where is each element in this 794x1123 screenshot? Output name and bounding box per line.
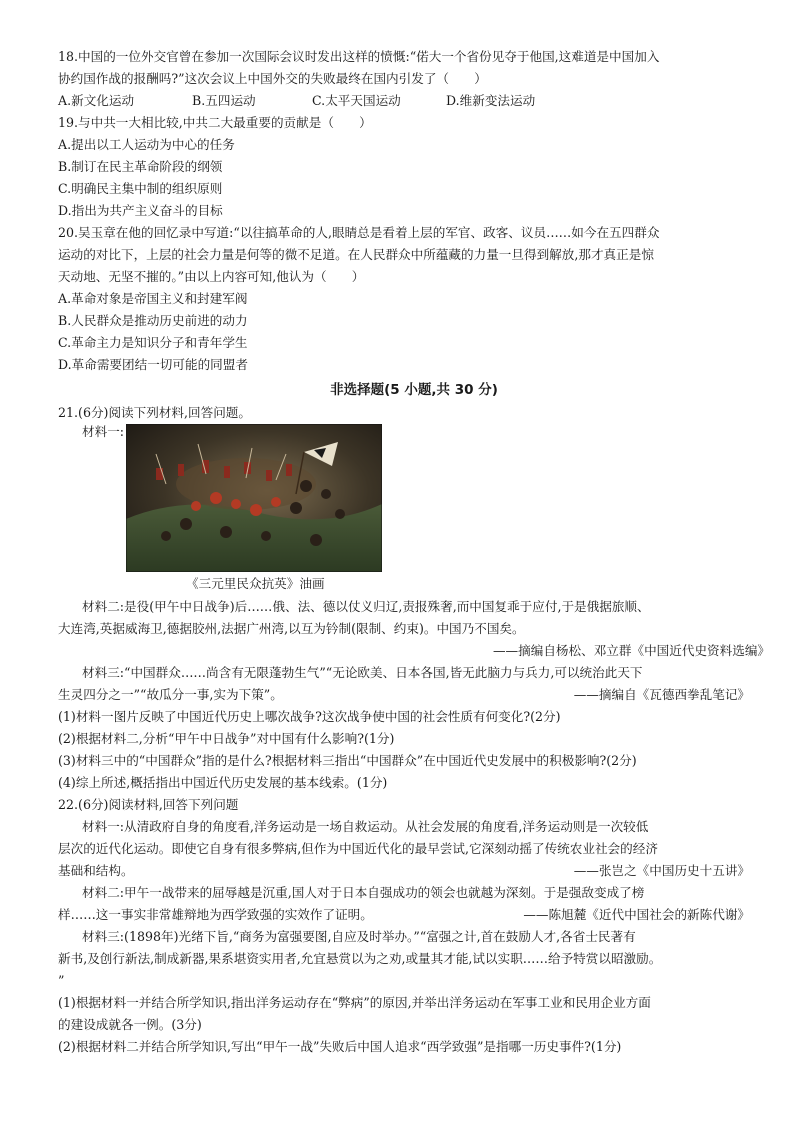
question-19 <box>58 112 770 222</box>
material-3-source: ——摘编自《瓦德西拳乱笔记》 <box>573 687 750 702</box>
option-b[interactable]: B.人民群众是推动历史前进的动力 <box>58 313 248 328</box>
material-2-text: 样……这一事实非常雄辩地为西学致强的实效作了证明。 <box>58 907 373 922</box>
painting-caption: 《三元里民众抗英》油画 <box>186 576 325 591</box>
option-d[interactable]: D.革命需要团结一切可能的同盟者 <box>58 357 248 372</box>
option-c[interactable]: C.明确民主集中制的组织原则 <box>58 181 223 196</box>
material-2-line-2 <box>58 904 770 926</box>
material-1-label: 材料一: <box>82 424 125 439</box>
question-20-stem-line-3: 天动地、无坚不摧的。”由以上内容可知,他认为（ ） <box>58 269 365 284</box>
material-3-text: 生灵四分之一”“故瓜分一事,实为下策”。 <box>58 687 283 702</box>
material-3-line-1: 材料三:(1898年)光绪下旨,“商务为富强要图,自应及时举办。”“富强之计,首在鼓励人才,各省士民著有 <box>82 929 636 944</box>
question-20-stem-line-1: 20.吴玉章在他的回忆录中写道:“以往搞革命的人,眼睛总是看着上层的军官、政客、议员……如今在五四群众 <box>58 225 660 240</box>
material-3-line-2 <box>58 684 770 706</box>
material-2-line-1: 材料二:是役(甲午中日战争)后……俄、法、德以仗义归辽,责报殊奢,而中国复乖于应付,于是俄据旅顺、 <box>82 599 650 614</box>
question-19-stem: 19.与中共一大相比较,中共二大最重要的贡献是（ ） <box>58 115 372 130</box>
option-b[interactable]: B.制订在民主革命阶段的纲领 <box>58 159 223 174</box>
question-22 <box>58 794 770 1058</box>
question-18-options <box>58 90 770 112</box>
material-1-source: ——张岂之《中国历史十五讲》 <box>573 863 750 878</box>
material-2-source: ——陈旭麓《近代中国社会的新陈代谢》 <box>523 907 750 922</box>
question-21-stem: 21.(6分)阅读下列材料,回答问题。 <box>58 405 251 420</box>
question-20 <box>58 222 770 376</box>
material-1-line-2: 层次的近代化运动。即使它自身有很多弊病,但作为中国近代化的最早尝试,它深刻动摇了传统农业社会的经济 <box>58 841 658 856</box>
question-21-sub-3: (3)材料三中的“中国群众”指的是什么?根据材料三指出“中国群众”在中国近代史发展中的积极影响?(2分) <box>58 753 637 768</box>
material-3-line-3: ” <box>58 973 65 988</box>
question-22-sub-1-line-2: 的建设成就各一例。(3分) <box>58 1017 202 1032</box>
question-18-stem-line-1: 18.中国的一位外交官曾在参加一次国际会议时发出这样的愤慨:“偌大一个省份见夺于他国,这难道是中国加入 <box>58 49 660 64</box>
material-2-source: ——摘编自杨松、邓立群《中国近代史资料选编》 <box>492 643 770 658</box>
question-22-sub-1-line-1: (1)根据材料一并结合所学知识,指出洋务运动存在“弊病”的原因,并举出洋务运动在军事工业和民用企业方面 <box>58 995 651 1010</box>
option-a[interactable]: A.新文化运动 <box>58 93 135 108</box>
question-21 <box>58 402 770 794</box>
question-22-sub-2: (2)根据材料二并结合所学知识,写出“甲午一战”失败后中国人追求“西学致强”是指哪一历史事件?(1分) <box>58 1039 622 1054</box>
option-a[interactable]: A.提出以工人运动为中心的任务 <box>58 137 235 152</box>
option-c[interactable]: C.太平天国运动 <box>312 93 401 108</box>
exam-page <box>58 46 770 1058</box>
question-21-sub-4: (4)综上所述,概括指出中国近代历史发展的基本线索。(1分) <box>58 775 388 790</box>
material-1-line-1: 材料一:从清政府自身的角度看,洋务运动是一场自救运动。从社会发展的角度看,洋务运动则是一次较低 <box>82 819 649 834</box>
material-1-line-3 <box>58 860 770 882</box>
section-title: 非选择题(5 小题,共 30 分) <box>330 382 498 398</box>
question-21-sub-1: (1)材料一图片反映了中国近代历史上哪次战争?这次战争使中国的社会性质有何变化?(2分) <box>58 709 561 724</box>
oil-painting-image <box>126 424 382 572</box>
question-18 <box>58 46 770 112</box>
option-b[interactable]: B.五四运动 <box>192 93 256 108</box>
question-20-stem-line-2: 运动的对比下，上层的社会力量是何等的微不足道。在人民群众中所蕴藏的力量一旦得到解放,那才真正是惊 <box>58 247 654 262</box>
material-1 <box>58 424 770 572</box>
option-d[interactable]: D.维新变法运动 <box>446 93 536 108</box>
material-2-line-1: 材料二:甲午一战带来的屈辱越是沉重,国人对于日本自强成功的领会也就越为深刻。于是强敌变成了榜 <box>82 885 645 900</box>
material-3-line-2: 新书,及创行新法,制成新器,果系堪资实用者,允宜悬赏以为之劝,或量其才能,试以实职……给予特赏以昭激励。 <box>58 951 662 966</box>
material-1-text: 基础和结构。 <box>58 863 134 878</box>
question-21-sub-2: (2)根据材料二,分析“甲午中日战争”对中国有什么影响?(1分) <box>58 731 395 746</box>
option-a[interactable]: A.革命对象是帝国主义和封建军阀 <box>58 291 248 306</box>
material-3-line-1: 材料三:“中国群众……尚含有无限蓬勃生气”“无论欧美、日本各国,皆无此脑力与兵力,可以统治此天下 <box>82 665 643 680</box>
option-c[interactable]: C.革命主力是知识分子和青年学生 <box>58 335 248 350</box>
option-d[interactable]: D.指出为共产主义奋斗的目标 <box>58 203 223 218</box>
question-22-stem: 22.(6分)阅读材料,回答下列问题 <box>58 797 239 812</box>
question-18-stem-line-2: 协约国作战的报酬吗?”这次会议上中国外交的失败最终在国内引发了（ ） <box>58 71 487 86</box>
material-2-line-2: 大连湾,英据威海卫,德据胶州,法据广州湾,以互为钤制(限制、约束)。中国乃不国矣。 <box>58 621 525 636</box>
